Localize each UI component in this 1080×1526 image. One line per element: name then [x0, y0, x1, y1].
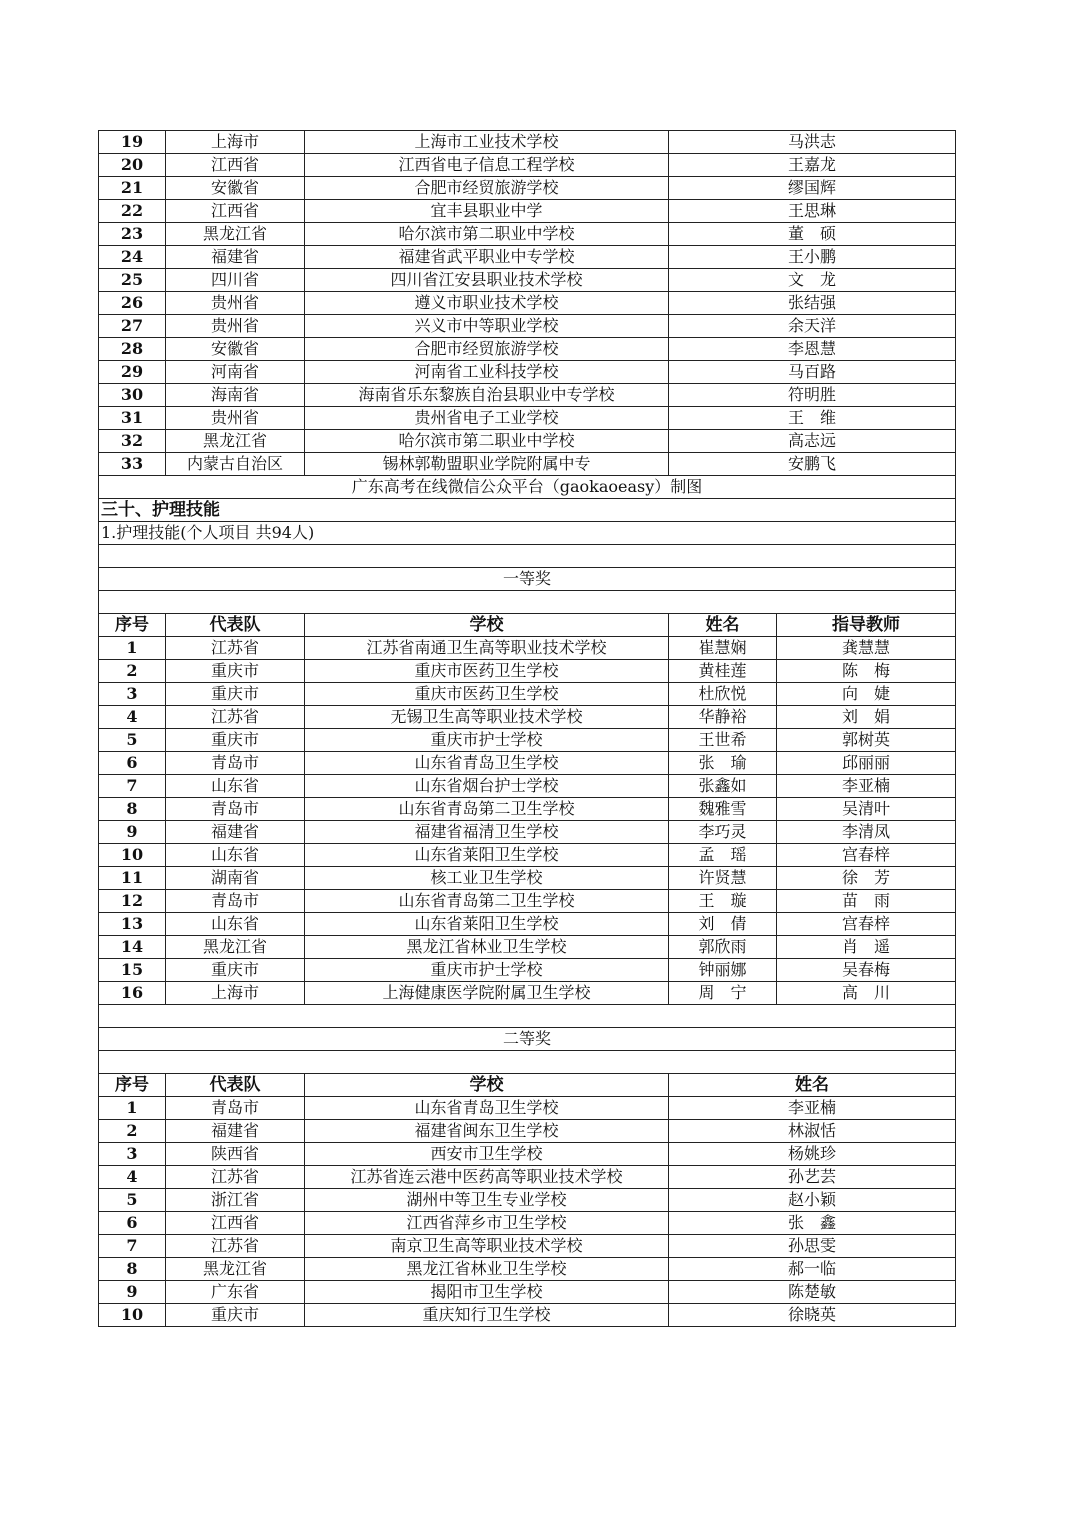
team-cell: 上海市	[166, 982, 305, 1005]
name-cell: 王世希	[669, 729, 777, 752]
table-row	[99, 821, 956, 844]
table-row	[99, 637, 956, 660]
header-name: 姓名	[669, 614, 777, 637]
name-cell: 杨姚珍	[669, 1143, 956, 1166]
rank-cell: 15	[99, 959, 166, 982]
table-row	[99, 131, 956, 154]
school-cell: 四川省江安县职业技术学校	[305, 269, 669, 292]
header-team: 代表队	[166, 1074, 305, 1097]
name-cell: 刘 倩	[669, 913, 777, 936]
rank-cell: 28	[99, 338, 166, 361]
name-cell: 孟 瑶	[669, 844, 777, 867]
rank-cell: 4	[99, 706, 166, 729]
blank-row	[99, 591, 956, 614]
teacher-cell: 缪国辉	[669, 177, 956, 200]
teacher-cell: 肖 遥	[777, 936, 956, 959]
teacher-cell: 余天洋	[669, 315, 956, 338]
second-prize-title: 二等奖	[99, 1028, 956, 1051]
table-row	[99, 1189, 956, 1212]
table-row	[99, 338, 956, 361]
name-cell: 张 瑜	[669, 752, 777, 775]
table-row	[99, 775, 956, 798]
table-row	[99, 1166, 956, 1189]
team-cell: 贵州省	[166, 292, 305, 315]
teacher-cell: 吴春梅	[777, 959, 956, 982]
table-row	[99, 430, 956, 453]
rank-cell: 25	[99, 269, 166, 292]
rank-cell: 22	[99, 200, 166, 223]
header-no: 序号	[99, 614, 166, 637]
table-row	[99, 1258, 956, 1281]
school-cell: 揭阳市卫生学校	[305, 1281, 669, 1304]
name-cell: 王 璇	[669, 890, 777, 913]
name-cell: 郝一临	[669, 1258, 956, 1281]
name-cell: 崔慧娴	[669, 637, 777, 660]
team-cell: 江苏省	[166, 1235, 305, 1258]
teacher-cell: 董 硕	[669, 223, 956, 246]
team-cell: 河南省	[166, 361, 305, 384]
table-row	[99, 729, 956, 752]
team-cell: 山东省	[166, 775, 305, 798]
rank-cell: 11	[99, 867, 166, 890]
table-row	[99, 752, 956, 775]
credit-text: 广东高考在线微信公众平台（gaokaoeasy）制图	[99, 476, 956, 499]
teacher-cell: 邱丽丽	[777, 752, 956, 775]
school-cell: 重庆市医药卫生学校	[305, 660, 669, 683]
school-cell: 兴义市中等职业学校	[305, 315, 669, 338]
header-row	[99, 614, 956, 637]
credit-row	[99, 476, 956, 499]
table-row	[99, 407, 956, 430]
teacher-cell: 李恩慧	[669, 338, 956, 361]
rank-cell: 19	[99, 131, 166, 154]
rank-cell: 32	[99, 430, 166, 453]
school-cell: 遵义市职业技术学校	[305, 292, 669, 315]
name-cell: 周 宁	[669, 982, 777, 1005]
table-row	[99, 1120, 956, 1143]
school-cell: 合肥市经贸旅游学校	[305, 338, 669, 361]
table-row	[99, 1212, 956, 1235]
table-row	[99, 959, 956, 982]
team-cell: 江西省	[166, 1212, 305, 1235]
school-cell: 河南省工业科技学校	[305, 361, 669, 384]
rank-cell: 30	[99, 384, 166, 407]
section-title: 三十、护理技能	[99, 499, 956, 522]
teacher-cell: 高志远	[669, 430, 956, 453]
team-cell: 四川省	[166, 269, 305, 292]
team-cell: 贵州省	[166, 407, 305, 430]
school-cell: 上海健康医学院附属卫生学校	[305, 982, 669, 1005]
teacher-cell: 龚慧慧	[777, 637, 956, 660]
rank-cell: 8	[99, 1258, 166, 1281]
school-cell: 山东省青岛卫生学校	[305, 1097, 669, 1120]
prize-title-row	[99, 1028, 956, 1051]
teacher-cell: 王思琳	[669, 200, 956, 223]
table-row	[99, 660, 956, 683]
team-cell: 浙江省	[166, 1189, 305, 1212]
teacher-cell: 吴清叶	[777, 798, 956, 821]
table-row	[99, 246, 956, 269]
teacher-cell: 刘 娟	[777, 706, 956, 729]
rank-cell: 24	[99, 246, 166, 269]
school-cell: 黑龙江省林业卫生学校	[305, 936, 669, 959]
school-cell: 福建省武平职业中专学校	[305, 246, 669, 269]
name-cell: 黄桂莲	[669, 660, 777, 683]
rank-cell: 12	[99, 890, 166, 913]
blank-row	[99, 1005, 956, 1028]
rank-cell: 8	[99, 798, 166, 821]
name-cell: 林淑恬	[669, 1120, 956, 1143]
header-team: 代表队	[166, 614, 305, 637]
blank-cell	[99, 591, 956, 614]
table-row	[99, 1097, 956, 1120]
teacher-cell: 陈 梅	[777, 660, 956, 683]
header-name: 姓名	[669, 1074, 956, 1097]
school-cell: 重庆市护士学校	[305, 959, 669, 982]
rank-cell: 20	[99, 154, 166, 177]
team-cell: 黑龙江省	[166, 936, 305, 959]
name-cell: 郭欣雨	[669, 936, 777, 959]
team-cell: 黑龙江省	[166, 223, 305, 246]
rank-cell: 26	[99, 292, 166, 315]
name-cell: 李亚楠	[669, 1097, 956, 1120]
rank-cell: 1	[99, 637, 166, 660]
school-cell: 锡林郭勒盟职业学院附属中专	[305, 453, 669, 476]
team-cell: 青岛市	[166, 1097, 305, 1120]
rank-cell: 33	[99, 453, 166, 476]
table-row	[99, 1235, 956, 1258]
teacher-cell: 马洪志	[669, 131, 956, 154]
rank-cell: 2	[99, 660, 166, 683]
name-cell: 魏雅雪	[669, 798, 777, 821]
teacher-cell: 徐 芳	[777, 867, 956, 890]
rank-cell: 9	[99, 1281, 166, 1304]
rank-cell: 6	[99, 752, 166, 775]
rank-cell: 4	[99, 1166, 166, 1189]
rank-cell: 10	[99, 1304, 166, 1327]
team-cell: 陕西省	[166, 1143, 305, 1166]
results-table-body	[99, 131, 956, 1327]
blank-cell	[99, 1051, 956, 1074]
school-cell: 江西省电子信息工程学校	[305, 154, 669, 177]
team-cell: 重庆市	[166, 1304, 305, 1327]
teacher-cell: 马百路	[669, 361, 956, 384]
rank-cell: 1	[99, 1097, 166, 1120]
blank-cell	[99, 1005, 956, 1028]
rank-cell: 29	[99, 361, 166, 384]
rank-cell: 13	[99, 913, 166, 936]
teacher-cell: 王嘉龙	[669, 154, 956, 177]
teacher-cell: 李清凤	[777, 821, 956, 844]
rank-cell: 23	[99, 223, 166, 246]
name-cell: 陈楚敏	[669, 1281, 956, 1304]
team-cell: 黑龙江省	[166, 1258, 305, 1281]
rank-cell: 14	[99, 936, 166, 959]
table-row	[99, 154, 956, 177]
team-cell: 江苏省	[166, 706, 305, 729]
rank-cell: 7	[99, 775, 166, 798]
table-row	[99, 315, 956, 338]
school-cell: 西安市卫生学校	[305, 1143, 669, 1166]
rank-cell: 10	[99, 844, 166, 867]
name-cell: 徐晓英	[669, 1304, 956, 1327]
team-cell: 重庆市	[166, 959, 305, 982]
rank-cell: 6	[99, 1212, 166, 1235]
name-cell: 张 鑫	[669, 1212, 956, 1235]
team-cell: 福建省	[166, 821, 305, 844]
school-cell: 海南省乐东黎族自治县职业中专学校	[305, 384, 669, 407]
name-cell: 许贤慧	[669, 867, 777, 890]
table-row	[99, 683, 956, 706]
teacher-cell: 郭树英	[777, 729, 956, 752]
header-no: 序号	[99, 1074, 166, 1097]
teacher-cell: 符明胜	[669, 384, 956, 407]
school-cell: 江苏省连云港中医药高等职业技术学校	[305, 1166, 669, 1189]
team-cell: 山东省	[166, 844, 305, 867]
table-row	[99, 1143, 956, 1166]
table-row	[99, 269, 956, 292]
name-cell: 杜欣悦	[669, 683, 777, 706]
rank-cell: 9	[99, 821, 166, 844]
school-cell: 福建省福清卫生学校	[305, 821, 669, 844]
table-row	[99, 913, 956, 936]
table-row	[99, 936, 956, 959]
school-cell: 山东省莱阳卫生学校	[305, 913, 669, 936]
table-row	[99, 1304, 956, 1327]
team-cell: 江西省	[166, 200, 305, 223]
first-prize-title: 一等奖	[99, 568, 956, 591]
teacher-cell: 王 维	[669, 407, 956, 430]
name-cell: 李巧灵	[669, 821, 777, 844]
table-row	[99, 706, 956, 729]
name-cell: 华静裕	[669, 706, 777, 729]
teacher-cell: 王小鹏	[669, 246, 956, 269]
name-cell: 孙思雯	[669, 1235, 956, 1258]
school-cell: 哈尔滨市第二职业中学校	[305, 223, 669, 246]
school-cell: 山东省莱阳卫生学校	[305, 844, 669, 867]
team-cell: 福建省	[166, 246, 305, 269]
team-cell: 贵州省	[166, 315, 305, 338]
team-cell: 广东省	[166, 1281, 305, 1304]
team-cell: 湖南省	[166, 867, 305, 890]
team-cell: 黑龙江省	[166, 430, 305, 453]
school-cell: 哈尔滨市第二职业中学校	[305, 430, 669, 453]
teacher-cell: 李亚楠	[777, 775, 956, 798]
school-cell: 江苏省南通卫生高等职业技术学校	[305, 637, 669, 660]
results-table	[98, 130, 956, 1327]
school-cell: 无锡卫生高等职业技术学校	[305, 706, 669, 729]
section-title-row	[99, 499, 956, 522]
school-cell: 重庆市护士学校	[305, 729, 669, 752]
teacher-cell: 宫春梓	[777, 844, 956, 867]
school-cell: 黑龙江省林业卫生学校	[305, 1258, 669, 1281]
results-sheet	[98, 130, 955, 1327]
table-row	[99, 292, 956, 315]
school-cell: 重庆市医药卫生学校	[305, 683, 669, 706]
table-row	[99, 384, 956, 407]
rank-cell: 2	[99, 1120, 166, 1143]
rank-cell: 16	[99, 982, 166, 1005]
school-cell: 核工业卫生学校	[305, 867, 669, 890]
team-cell: 江苏省	[166, 637, 305, 660]
team-cell: 海南省	[166, 384, 305, 407]
rank-cell: 31	[99, 407, 166, 430]
school-cell: 湖州中等卫生专业学校	[305, 1189, 669, 1212]
team-cell: 山东省	[166, 913, 305, 936]
table-row	[99, 223, 956, 246]
school-cell: 山东省青岛卫生学校	[305, 752, 669, 775]
school-cell: 江西省萍乡市卫生学校	[305, 1212, 669, 1235]
header-row	[99, 1074, 956, 1097]
rank-cell: 27	[99, 315, 166, 338]
rank-cell: 7	[99, 1235, 166, 1258]
school-cell: 山东省青岛第二卫生学校	[305, 798, 669, 821]
school-cell: 山东省烟台护士学校	[305, 775, 669, 798]
team-cell: 江西省	[166, 154, 305, 177]
teacher-cell: 高 川	[777, 982, 956, 1005]
teacher-cell: 苗 雨	[777, 890, 956, 913]
prize-title-row	[99, 568, 956, 591]
blank-row	[99, 545, 956, 568]
team-cell: 重庆市	[166, 729, 305, 752]
school-cell: 上海市工业技术学校	[305, 131, 669, 154]
team-cell: 青岛市	[166, 798, 305, 821]
name-cell: 钟丽娜	[669, 959, 777, 982]
name-cell: 孙艺芸	[669, 1166, 956, 1189]
school-cell: 宜丰县职业中学	[305, 200, 669, 223]
name-cell: 张鑫如	[669, 775, 777, 798]
header-school: 学校	[305, 1074, 669, 1097]
header-school: 学校	[305, 614, 669, 637]
blank-row	[99, 1051, 956, 1074]
header-teacher: 指导教师	[777, 614, 956, 637]
team-cell: 重庆市	[166, 660, 305, 683]
team-cell: 安徽省	[166, 177, 305, 200]
table-row	[99, 844, 956, 867]
teacher-cell: 宫春梓	[777, 913, 956, 936]
team-cell: 青岛市	[166, 890, 305, 913]
table-row	[99, 867, 956, 890]
table-row	[99, 798, 956, 821]
table-row	[99, 890, 956, 913]
school-cell: 贵州省电子工业学校	[305, 407, 669, 430]
blank-cell	[99, 545, 956, 568]
team-cell: 福建省	[166, 1120, 305, 1143]
teacher-cell: 安鹏飞	[669, 453, 956, 476]
name-cell: 赵小颖	[669, 1189, 956, 1212]
team-cell: 重庆市	[166, 683, 305, 706]
table-row	[99, 982, 956, 1005]
school-cell: 福建省闽东卫生学校	[305, 1120, 669, 1143]
team-cell: 上海市	[166, 131, 305, 154]
school-cell: 重庆知行卫生学校	[305, 1304, 669, 1327]
table-row	[99, 453, 956, 476]
rank-cell: 5	[99, 1189, 166, 1212]
rank-cell: 3	[99, 1143, 166, 1166]
teacher-cell: 张结强	[669, 292, 956, 315]
school-cell: 山东省青岛第二卫生学校	[305, 890, 669, 913]
table-row	[99, 177, 956, 200]
subsection-title: 1.护理技能(个人项目 共94人)	[99, 522, 956, 545]
table-row	[99, 361, 956, 384]
team-cell: 内蒙古自治区	[166, 453, 305, 476]
table-row	[99, 200, 956, 223]
rank-cell: 21	[99, 177, 166, 200]
subsection-title-row	[99, 522, 956, 545]
table-row	[99, 1281, 956, 1304]
teacher-cell: 向 婕	[777, 683, 956, 706]
rank-cell: 5	[99, 729, 166, 752]
school-cell: 合肥市经贸旅游学校	[305, 177, 669, 200]
team-cell: 安徽省	[166, 338, 305, 361]
team-cell: 青岛市	[166, 752, 305, 775]
team-cell: 江苏省	[166, 1166, 305, 1189]
teacher-cell: 文 龙	[669, 269, 956, 292]
school-cell: 南京卫生高等职业技术学校	[305, 1235, 669, 1258]
rank-cell: 3	[99, 683, 166, 706]
